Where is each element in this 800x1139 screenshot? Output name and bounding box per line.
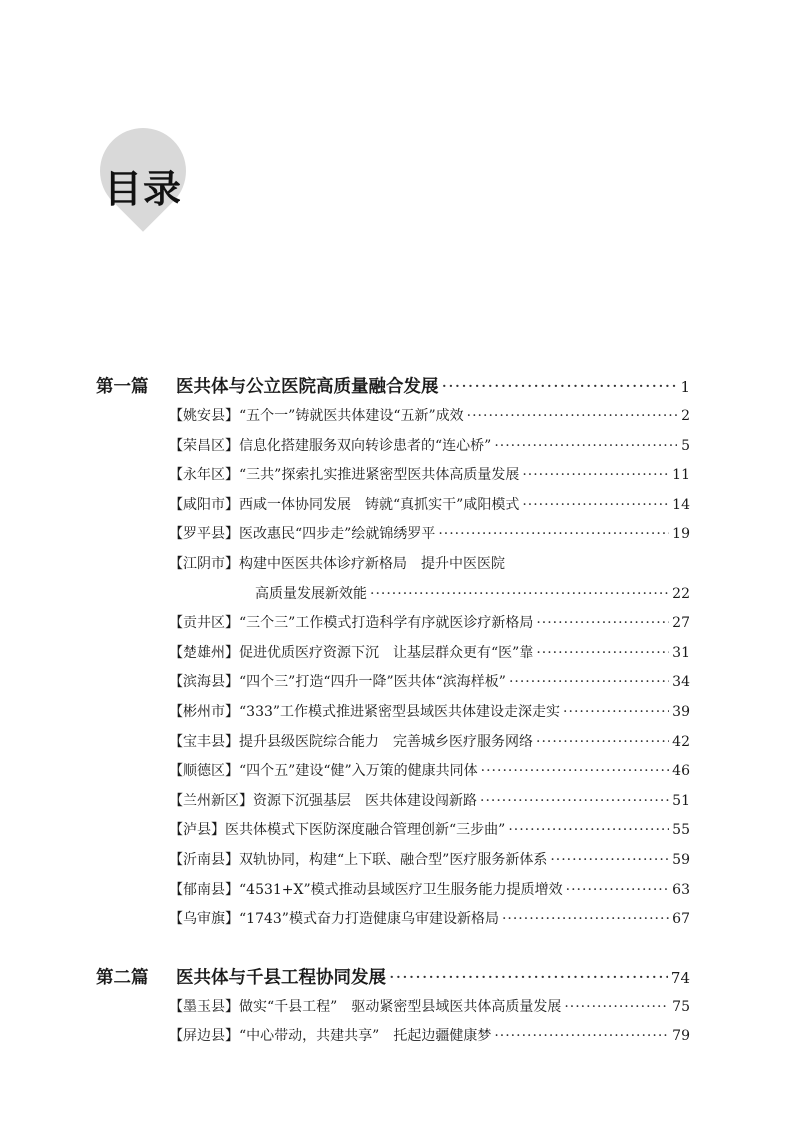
page-number: 63 (672, 881, 690, 898)
region-tag: 【姚安县】 (169, 408, 239, 424)
toc-entry[interactable] (96, 668, 690, 698)
table-of-contents (96, 372, 690, 1052)
part-title: 医共体与公立医院高质量融合发展 (176, 377, 439, 397)
toc-entry[interactable] (96, 461, 690, 491)
page-number: 5 (681, 437, 690, 454)
entry-title: 西咸一体协同发展 铸就“真抓实干”咸阳模式 (239, 496, 520, 513)
toc-entry[interactable] (96, 876, 690, 906)
region-tag: 【咸阳市】 (169, 496, 239, 513)
entry-title: 做实“千县工程” 驱动紧密型县域医共体高质量发展 (239, 998, 562, 1015)
entry-title: “1743”模式奋力打造健康乌审建设新格局 (239, 911, 499, 928)
leader-dots (536, 639, 669, 669)
page-number: 59 (672, 851, 690, 868)
toc-entry[interactable] (96, 432, 690, 462)
entry-title: “三共”探索扎实推进紧密型医共体高质量发展 (239, 467, 520, 484)
page-number: 31 (672, 644, 690, 661)
page-number: 55 (672, 822, 690, 839)
leader-dots (389, 963, 668, 993)
leader-dots (563, 698, 669, 728)
page-number: 67 (672, 911, 690, 928)
toc-entry[interactable] (96, 550, 690, 580)
region-tag: 【顺德区】 (169, 763, 239, 780)
region-tag: 【罗平县】 (169, 526, 239, 543)
toc-entry[interactable] (96, 728, 690, 758)
entry-title: “333”工作模式推进紧密型县域医共体建设走深走实 (239, 703, 561, 720)
entry-title: 构建中医医共体诊疗新格局 提升中医医院 (239, 555, 505, 572)
leader-dots (467, 402, 677, 432)
entry-title: 提升县级医院综合能力 完善城乡医疗服务网络 (239, 733, 533, 750)
leader-dots (536, 728, 669, 758)
page-number: 42 (672, 733, 690, 750)
entry-title: “4531+X”模式推动县域医疗卫生服务能力提质增效 (239, 881, 563, 898)
region-tag: 【乌审旗】 (169, 911, 239, 928)
region-tag: 【泸县】 (169, 822, 225, 839)
leader-dots (480, 787, 669, 817)
leader-dots (522, 461, 669, 491)
region-tag: 【楚雄州】 (169, 644, 239, 661)
leader-dots (522, 491, 669, 521)
entry-title: “中心带动，共建共享” 托起边疆健康梦 (239, 1028, 492, 1045)
page-number: 46 (672, 763, 690, 780)
region-tag: 【荣昌区】 (169, 437, 239, 454)
page-number: 34 (672, 674, 690, 691)
region-tag: 【郁南县】 (169, 881, 239, 898)
leader-dots (438, 520, 669, 550)
region-tag: 【墨玉县】 (169, 998, 239, 1015)
entry-title: 医改惠民“四步走”绘就锦绣罗平 (239, 526, 436, 543)
region-tag: 【兰州新区】 (169, 792, 253, 809)
toc-entry[interactable] (96, 846, 690, 876)
region-tag: 【滨海县】 (169, 674, 239, 691)
toc-entry[interactable] (96, 757, 690, 787)
leader-dots (370, 580, 669, 610)
entry-title: “四个五”建设“健”入万策的健康共同体 (239, 763, 478, 780)
leader-dots (494, 432, 677, 462)
entry-title-continued: 高质量发展新效能 (255, 585, 367, 602)
entry-title: 双轨协同，构建“上下联、融合型”医疗服务新体系 (239, 851, 548, 868)
page-number: 2 (681, 408, 690, 424)
toc-part-1[interactable] (96, 372, 690, 402)
leader-dots (494, 1022, 669, 1052)
region-tag: 【宝丰县】 (169, 733, 239, 750)
leader-dots (442, 372, 678, 402)
toc-entry[interactable] (96, 491, 690, 521)
leader-dots (481, 757, 670, 787)
section-gap (96, 935, 690, 963)
leader-dots (536, 609, 669, 639)
toc-entry[interactable] (96, 787, 690, 817)
toc-entry[interactable] (96, 993, 690, 1023)
leader-dots (564, 993, 669, 1023)
page-number: 1 (680, 378, 690, 396)
part-label: 第一篇 (96, 377, 149, 397)
entry-title: 医共体模式下医防深度融合管理创新“三步曲” (225, 822, 506, 839)
page-number: 74 (670, 968, 690, 987)
page-number: 75 (672, 998, 690, 1015)
entry-title: “三个三”工作模式打造科学有序就医诊疗新格局 (239, 615, 534, 632)
entry-title: “四个三”打造“四升一降”医共体“滨海样板” (239, 674, 506, 691)
region-tag: 【屏边县】 (169, 1028, 239, 1045)
toc-entry[interactable] (96, 1022, 690, 1052)
toc-entry[interactable] (96, 402, 690, 432)
page-number: 79 (672, 1028, 690, 1045)
leader-dots (550, 846, 669, 876)
region-tag: 【江阴市】 (169, 555, 239, 572)
part-title: 医共体与千县工程协同发展 (176, 967, 386, 988)
leader-dots (502, 905, 669, 935)
page-number: 19 (672, 526, 690, 543)
region-tag: 【贡井区】 (169, 615, 239, 632)
entry-title: 资源下沉强基层 医共体建设闯新路 (253, 792, 477, 809)
leader-dots (566, 876, 670, 906)
toc-entry-continued[interactable] (96, 580, 690, 610)
page-number: 51 (672, 792, 690, 809)
toc-entry[interactable] (96, 639, 690, 669)
page-number: 22 (672, 585, 690, 602)
toc-entry[interactable] (96, 816, 690, 846)
page-number: 11 (672, 467, 690, 484)
region-tag: 【沂南县】 (169, 851, 239, 868)
entry-title: 信息化搭建服务双向转诊患者的“连心桥” (239, 437, 492, 454)
entry-title: “五个一”铸就医共体建设“五新”成效 (239, 408, 464, 424)
page-number: 27 (672, 615, 690, 632)
toc-entry[interactable] (96, 520, 690, 550)
region-tag: 【彬州市】 (169, 703, 239, 720)
leader-dots (509, 668, 669, 698)
part-label: 第二篇 (96, 967, 149, 988)
page-title: 目录 (104, 167, 183, 211)
entry-title: 促进优质医疗资源下沉 让基层群众更有“医”靠 (239, 644, 534, 661)
page-number: 39 (672, 703, 690, 720)
leader-dots (508, 816, 669, 846)
region-tag: 【永年区】 (169, 467, 239, 484)
toc-entry[interactable] (96, 609, 690, 639)
toc-part-2[interactable] (96, 963, 690, 993)
page-number: 14 (672, 496, 690, 513)
toc-entry[interactable] (96, 905, 690, 935)
toc-entry[interactable] (96, 698, 690, 728)
